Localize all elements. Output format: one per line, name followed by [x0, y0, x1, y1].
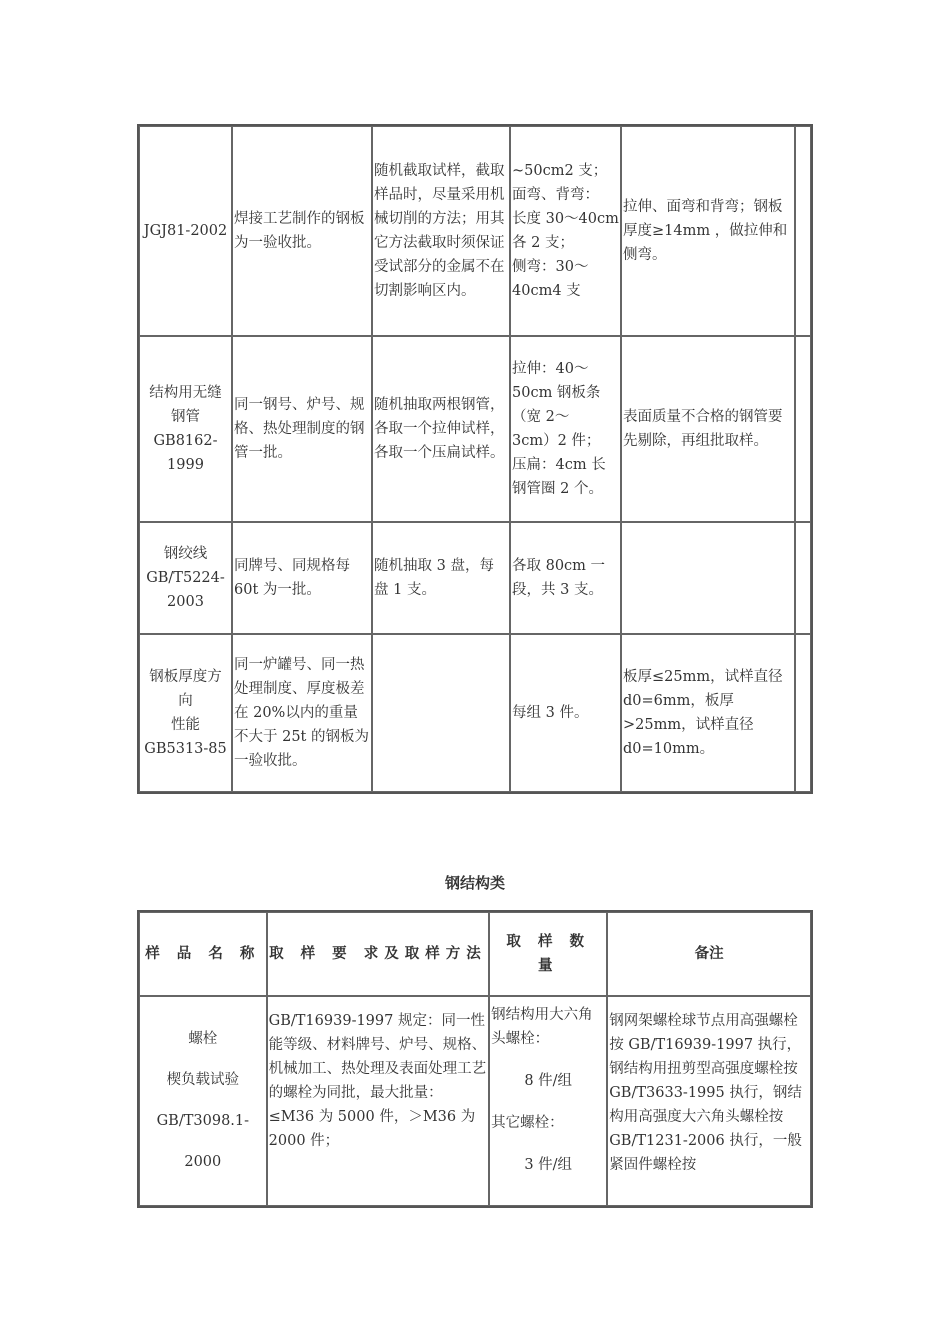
column-header: 取 样 要 求及取样方法 — [267, 912, 490, 996]
table-row — [139, 634, 811, 792]
sample-quantity: 每组 3 件。 — [510, 634, 621, 792]
column-header: 取 样 数 量 — [489, 912, 607, 996]
batch-rule: 同一炉罐号、同一热处理制度、厚度极差在 20%以内的重量不大于 25t 的钢板为一验收批。 — [232, 634, 372, 792]
table-row — [139, 522, 811, 634]
empty-cell — [795, 336, 811, 522]
section-title: 钢结构类 — [444, 874, 505, 892]
sample-quantity: 拉伸：40～ 50cm 钢板条 （宽 2～ 3cm）2 件； 压扁：4cm 长 钢管圈 2 个。 — [510, 336, 621, 522]
empty-cell — [795, 634, 811, 792]
empty-cell — [795, 126, 811, 336]
sampling-method: 随机抽取 3 盘，每盘 1 支。 — [372, 522, 510, 634]
batch-rule: 同一钢号、炉号、规格、热处理制度的钢管一批。 — [232, 336, 372, 522]
batch-rule: 同牌号、同规格每 60t 为一批。 — [232, 522, 372, 634]
sampling-method — [372, 634, 510, 792]
sample-quantity: 各取 80cm 一 段，共 3 支。 — [510, 522, 621, 634]
item-name: 结构用无缝 钢管 GB8162- 1999 — [139, 336, 232, 522]
item-name: 钢绞线 GB/T5224- 2003 — [139, 522, 232, 634]
sampling-method: 随机截取试样，截取样品时，尽量采用机械切削的方法；用其它方法截取时须保证受试部分的金属不在切割影响区内。 — [372, 126, 510, 336]
steel-structure-table — [137, 910, 813, 1208]
column-header: 备注 — [607, 912, 811, 996]
remarks: 钢网架螺栓球节点用高强螺栓按 GB/T16939-1997 执行，钢结构用扭剪型高强度螺栓按 GB/T3633-1995 执行，钢结构用高强度大六角头螺栓按 GB/T1231-2006 执行，一般紧固件螺栓按 — [607, 996, 811, 1206]
empty-cell — [795, 522, 811, 634]
item-name: JGJ81-2002 — [139, 126, 232, 336]
column-header: 样 品 名 称 — [139, 912, 267, 996]
table-row — [139, 996, 811, 1206]
table-row — [139, 126, 811, 336]
steel-sampling-table — [137, 124, 813, 794]
sample-quantity: 钢结构用大六角头螺栓： 8 件/组 其它螺栓： 3 件/组 — [489, 996, 607, 1206]
table-row — [139, 336, 811, 522]
sampling-method: GB/T16939-1997 规定：同一性能等级、材料牌号、炉号、规格、机械加工、热处理及表面处理工艺的螺栓为同批，最大批量：≤M36 为 5000 件，＞M36 为 2000 件； — [267, 996, 490, 1206]
header-row — [139, 912, 811, 996]
sample-quantity: ~50cm2 支； 面弯、背弯： 长度 30～40cm 各 2 支； 侧弯：30～ 40cm4 支 — [510, 126, 621, 336]
remarks: 表面质量不合格的钢管要先剔除，再组批取样。 — [621, 336, 795, 522]
remarks — [621, 522, 795, 634]
item-name: 螺栓 楔负载试验 GB/T3098.1- 2000 — [139, 996, 267, 1206]
sampling-method: 随机抽取两根钢管，各取一个拉伸试样，各取一个压扁试样。 — [372, 336, 510, 522]
batch-rule: 焊接工艺制作的钢板为一验收批。 — [232, 126, 372, 336]
item-name: 钢板厚度方 向 性能 GB5313-85 — [139, 634, 232, 792]
remarks: 板厚≤25mm，试样直径 d0=6mm，板厚 >25mm，试样直径 d0=10mm。 — [621, 634, 795, 792]
remarks: 拉伸、面弯和背弯；钢板厚度≥14mm ，做拉伸和侧弯。 — [621, 126, 795, 336]
